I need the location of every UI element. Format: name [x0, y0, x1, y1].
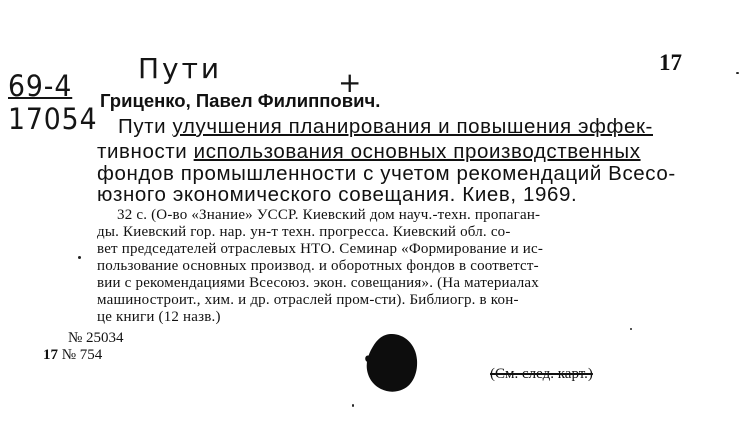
- title-line1-underlined: улучшения планирования и повышения эффек-: [172, 115, 653, 138]
- registration-number-2: [43, 347, 102, 364]
- shelf-mark-line1: 69-4: [8, 69, 73, 103]
- description-line: пользование основных производ. и оборотных фондов в соответст-: [97, 258, 539, 274]
- title-line: [97, 140, 641, 164]
- ink-blot-icon: [364, 332, 420, 394]
- handwritten-shelf-mark: [8, 69, 98, 136]
- description-line: вии с рекомендациями Всесоюз. экон. совещания». (На материалах: [97, 275, 539, 291]
- description-line: це книги (12 назв.): [97, 309, 221, 325]
- shelf-mark-line2: 17054: [8, 102, 98, 136]
- title-line: фондов промышленности с учетом рекомендаций Всесо-: [97, 162, 676, 185]
- title-line: [118, 115, 653, 139]
- description-line: ды. Киевский гор. нар. ун-т техн. прогресса. Киевский обл. со-: [97, 224, 511, 240]
- scan-speck: [78, 256, 81, 259]
- description-line: 32 с. (О-во «Знание» УССР. Киевский дом науч.-техн. пропаган-: [117, 207, 541, 223]
- registration-prefix: 17: [43, 347, 58, 363]
- continued-note: (См. след. карт.): [490, 366, 593, 382]
- registration-rest: № 754: [58, 347, 103, 363]
- author-heading: Гриценко, Павел Филиппович.: [100, 90, 381, 111]
- handwritten-cross-mark: +: [338, 66, 363, 99]
- scan-speck: [352, 404, 354, 407]
- card-number: 17: [659, 50, 682, 75]
- scan-speck: [736, 72, 739, 74]
- description-line: машиностроит., хим. и др. отраслей пром-сти). Библиогр. в кон-: [97, 292, 519, 308]
- handwritten-word: Пути: [138, 52, 223, 85]
- description-line: вет председателей отраслевых НТО. Семинар «Формирование и ис-: [97, 241, 544, 257]
- title-line1-start: Пути: [118, 115, 173, 138]
- registration-number: № 25034: [68, 330, 124, 346]
- title-line2-underlined: использования основных производственных: [193, 140, 641, 163]
- scan-speck: [630, 328, 632, 330]
- title-line: юзного экономического совещания. Киев, 1969.: [97, 183, 578, 206]
- title-line2-start: тивности: [97, 140, 194, 163]
